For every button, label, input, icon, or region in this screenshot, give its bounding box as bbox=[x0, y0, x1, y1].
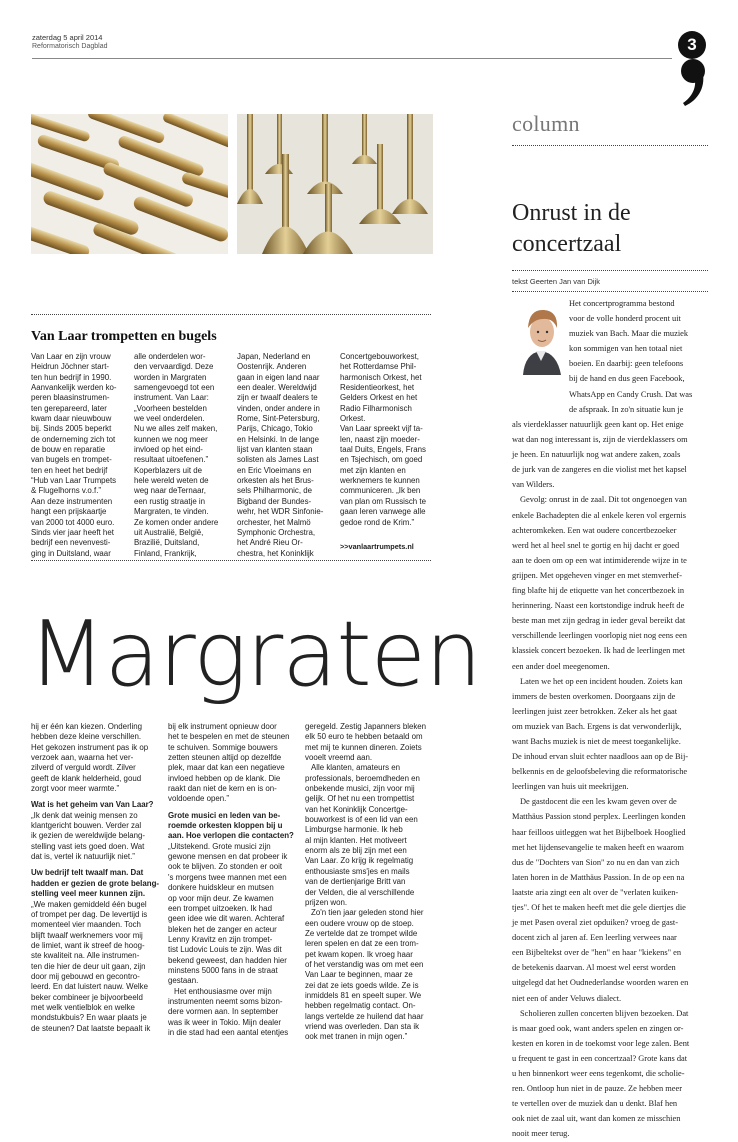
article-text-line: Limburgse harmonie. Ik heb bbox=[305, 825, 403, 835]
column-text-line: De inhoud ervan sluit echter naadloos aan op de Bij- bbox=[512, 752, 689, 762]
box-text-line: solisten als James Last bbox=[237, 455, 319, 465]
article-text-line: donkere huidskleur en mutsen bbox=[168, 883, 274, 893]
column-text-line: om muziek van Bach. Ergens is dat verwonderlijk, bbox=[512, 721, 682, 731]
article-text-line: Lenny Kravitz en zijn trompet- bbox=[168, 934, 273, 944]
article-paragraph bbox=[305, 908, 440, 1042]
box-text-line: met zijn klanten en bbox=[340, 465, 406, 475]
article-text-line: op voor mijn deur. Ze kwamen bbox=[168, 893, 274, 903]
article-text-line: hij er één kan kiezen. Onderling bbox=[31, 722, 142, 731]
article-text-line: door mij gebouwd en gecontro- bbox=[31, 971, 140, 981]
article-text-line: dat is, vertel ik natuurlijk niet.” bbox=[31, 852, 135, 862]
column-text-line: want Bachs muziek is niet de meest toegankelijke. bbox=[512, 736, 681, 746]
article-text-line: Grote musici en leden van be- bbox=[168, 810, 281, 820]
box-text-line: “Hub van Laar Trumpets bbox=[31, 476, 117, 486]
article-text-line: met mij te kunnen dineren. Zoiets bbox=[305, 742, 422, 752]
box-text-line: en Helsinki. In de lange bbox=[237, 434, 320, 444]
column-text-line: met het lijdensevangelie te maken heeft en waarom bbox=[512, 842, 684, 852]
box-text-line: ging in Duitsland, waar bbox=[31, 548, 111, 558]
box-text-line: Aan deze instrumenten bbox=[31, 496, 113, 506]
article-text-line: mondstukbuis? En waar plaats je bbox=[31, 1013, 147, 1023]
box-text-line: bij. Sinds 2005 beperkt bbox=[31, 424, 112, 434]
column-text-line: fing blafte hij de etiquette van het concertbezoek in bbox=[512, 586, 685, 596]
box-text-line: ten gerepareerd, later bbox=[31, 403, 107, 413]
box-text-line: een dealer. Wereldwijd bbox=[237, 383, 317, 393]
article-text-line: leerd. En dat luistert nauw. Welke bbox=[31, 982, 148, 992]
header-paper: Reformatorisch Dagblad bbox=[32, 43, 108, 50]
box-text-line: Nu we alles zelf maken, bbox=[134, 424, 218, 434]
box-text-line: hele wereld weten de bbox=[134, 476, 209, 486]
box-text-line: van bugels en trompet- bbox=[31, 455, 112, 465]
article-text-line: zilverd of verguld wordt. Zilver bbox=[31, 763, 136, 773]
box-text-line: we veel onderdelen. bbox=[134, 414, 205, 424]
article-question bbox=[31, 868, 163, 899]
article-text-line: stelling veel meer kunnen zijn. bbox=[31, 889, 146, 899]
column-text-line: je met Pasen overal ziet opduiken? vroeg de gast- bbox=[512, 918, 679, 928]
column-text-line: klassiek concert bezoeken. Ik had de leerlingen met bbox=[512, 646, 686, 656]
box-text-line: uit Australië, België, bbox=[134, 527, 204, 537]
box-text-line: Sinds vier jaar heeft het bbox=[31, 527, 114, 537]
column-title bbox=[512, 198, 631, 260]
box-text-line: Koperblazers uit de bbox=[134, 465, 202, 475]
box-text-line: bedrijf een nevenvesti- bbox=[31, 538, 111, 548]
column-text-line: docent zich al jaren af. Een leerling verwees naar bbox=[512, 933, 677, 943]
column-text-line: als vierdeklasser natuurlijk geen kant op. Het enige bbox=[512, 420, 684, 429]
column-text-line: herinnering. Naast een kortstondige indruk heeft de bbox=[512, 601, 685, 611]
column-text-line: een Bijbeltekst over de "hen" en haar "kiekens" en bbox=[512, 948, 682, 958]
column-text-line: je heen. En natuurlijk nog wat andere zaken, zoals bbox=[512, 450, 681, 460]
column-text-line: WhatsApp en Candy Crush. Dat was bbox=[569, 389, 693, 399]
article-paragraph bbox=[168, 722, 300, 805]
box-text-line: Parijs, Chicago, Tokio bbox=[237, 424, 313, 434]
box-text-line: orkesten als het Brus- bbox=[237, 476, 314, 486]
page-number-badge bbox=[678, 31, 706, 59]
article-text-line: minstens 5000 fans in de straat bbox=[168, 965, 278, 975]
box-text-line: invloed op het eind- bbox=[134, 445, 203, 455]
column-paragraph bbox=[512, 1006, 714, 1142]
page-header bbox=[32, 33, 672, 50]
column-text-line: u frequent te gast in een concertzaal? Grote kans dat bbox=[512, 1053, 688, 1063]
column-byline-rule bbox=[512, 291, 708, 292]
column-title-line-1: Onrust in de bbox=[512, 200, 631, 226]
box-column-2 bbox=[134, 352, 234, 559]
column-byline: tekst Geerten Jan van Dijk bbox=[512, 277, 600, 286]
article-paragraph bbox=[31, 811, 163, 863]
article-paragraph bbox=[168, 987, 300, 1039]
column-text-line: belkennis en de geloofsbeleving die reformatorische bbox=[512, 767, 688, 777]
article-text-line: of trompet per dag. De levertijd is bbox=[31, 909, 148, 919]
box-text-line: van 2000 tot 4000 euro. bbox=[31, 517, 115, 527]
column-text-line: Matthäus Passion stond perplex. Leerlingen konden bbox=[512, 812, 686, 822]
box-text-line: de bouw en reparatie bbox=[31, 445, 106, 455]
box-text-line: Japan, Nederland en bbox=[237, 352, 311, 361]
article-text-line: blijft twaalf werknemers voor mij bbox=[31, 930, 143, 940]
column-text-line: enkele Bachadepten die al enkele keren vol ergernis bbox=[512, 510, 687, 520]
article-text-line: roemde orkesten kloppen bij u bbox=[168, 821, 283, 831]
column-text-line: boeien. En daarbij: geen telefoons bbox=[569, 359, 684, 369]
article-text-line: geeft de klank helderheid, goud bbox=[31, 773, 142, 783]
box-text-line: lijst van klanten staan bbox=[237, 445, 313, 455]
column-text-line: van Wilders. bbox=[512, 480, 555, 490]
article-text-line: van de dertienjarige Britt van bbox=[305, 877, 406, 887]
column-text-line: Gevolg: onrust in de zaal. Dit tot ongenoegen van bbox=[520, 495, 687, 505]
article-text-line: ook te blijven. Zo stonden er ooit bbox=[168, 862, 283, 872]
article-text-line: leren spelen en dat ze een trom- bbox=[305, 939, 419, 949]
article-paragraph bbox=[31, 722, 163, 794]
column-text-line: nooit meer terug. bbox=[512, 1129, 570, 1139]
article-text-line: Wat is het geheim van Van Laar? bbox=[31, 800, 154, 810]
article-text-line: vooelt vreemd aan. bbox=[305, 753, 373, 763]
article-text-line: de limiet, want ik streef de hoog- bbox=[31, 940, 145, 950]
article-text-line: professionals, beroemdheden en bbox=[305, 773, 420, 783]
article-text-line: gestaan. bbox=[168, 976, 199, 986]
article-text-line: geregeld. Zestig Japanners bleken bbox=[305, 722, 427, 731]
box-text-line: Ze komen onder andere bbox=[134, 517, 219, 527]
box-text-line: Concertgebouworkest, bbox=[340, 352, 419, 361]
trumpet-bells-photo bbox=[237, 114, 433, 254]
article-text-line: instrumenten neemt soms bizon- bbox=[168, 996, 283, 1006]
column-paragraph bbox=[512, 794, 714, 1005]
box-text-line: en Eric Vloeimans en bbox=[237, 465, 312, 475]
column-text-line: verschillende leerlingen voorlopig niet nog eens een bbox=[512, 631, 687, 641]
box-text-line: wehr, het WDR Sinfonie- bbox=[237, 507, 324, 517]
article-text-line: enthousiaste sms'jes en mails bbox=[305, 866, 410, 876]
article-text-line: een oudere vrouw op de stoep. bbox=[305, 918, 414, 928]
article-text-line: van het Koninklijk Concertge- bbox=[305, 804, 408, 814]
box-text-line: het André Rieu Or- bbox=[237, 538, 303, 548]
article-text-line: aan. Hoe verlopen die contacten? bbox=[168, 831, 294, 841]
column-text-line: De gastdocent die een les kwam geven over de bbox=[520, 797, 677, 807]
article-text-line: Ze vertelde dat ze trompet wilde bbox=[305, 928, 418, 938]
article-text-line: raakt dan niet de kern en is on- bbox=[168, 784, 277, 794]
box-text-line: & Flugelhorns v.o.f.” bbox=[31, 486, 102, 496]
article-text-line: geen idee wie dit waren. Achteraf bbox=[168, 914, 285, 924]
article-text-line: of het verstandig was om met een bbox=[305, 959, 424, 969]
brass-mouthpieces-photo bbox=[31, 114, 228, 254]
comma-logo-icon bbox=[676, 58, 710, 108]
article-text-line: Van Laar. Zo krijg ik regelmatig bbox=[305, 856, 414, 866]
column-text-line: te vertellen over de muziek dan u denkt. Blaf hen bbox=[512, 1099, 678, 1109]
box-text-line: gaan in eigen land naar bbox=[237, 372, 320, 382]
article-text-line: Alle klanten, amateurs en bbox=[311, 763, 401, 773]
article-column-2 bbox=[168, 722, 300, 1038]
article-question bbox=[168, 811, 300, 842]
box-text-line: Heidrun Jöchner start- bbox=[31, 362, 110, 372]
column-text-line: ook niet de zaal uit, want dan komen ze misschien bbox=[512, 1114, 681, 1124]
article-text-line: plek, maar dat kan een negatieve bbox=[168, 763, 285, 773]
column-text-line: kesten en koren in de toekomst voor lege zalen. Bent bbox=[512, 1038, 690, 1048]
column-text-line: is maar goed ook, want anders spelen en zingen or- bbox=[512, 1023, 684, 1033]
article-text-line: stelling vast iets goed doen. Wat bbox=[31, 841, 145, 851]
column-text-line: Laten we het op een incident houden. Zoiets kan bbox=[520, 676, 683, 686]
article-text-line: was ik weer in Tokio. Mijn dealer bbox=[168, 1017, 281, 1027]
box-text-line: sels Philharmonic, de bbox=[237, 486, 312, 496]
article-text-line: Van Laar te beginnen, maar ze bbox=[305, 970, 413, 980]
box-text-line: „Voorheen bestelden bbox=[134, 403, 207, 413]
article-text-line: ook met tranen in mijn ogen.” bbox=[305, 1032, 408, 1042]
column-kicker-rule bbox=[512, 145, 708, 146]
box-text-line: Bigband der Bundes- bbox=[237, 496, 312, 506]
article-text-line: in die stad had een aantal etentjes bbox=[168, 1027, 289, 1037]
box-text-line: instrument. Van Laar: bbox=[134, 393, 209, 403]
article-paragraph bbox=[305, 722, 440, 763]
column-text-line: een ander doel meegenomen. bbox=[512, 661, 610, 671]
box-text-line: ten en heet het bedrijf bbox=[31, 465, 108, 475]
column-text-line: werd het al heel snel te gortig en hij dacht er goed bbox=[512, 540, 680, 550]
box-text-line: een rustig straatje in bbox=[134, 496, 206, 506]
box-text-line: van plan om Russisch te bbox=[340, 496, 426, 506]
article-paragraph bbox=[31, 900, 163, 1034]
box-column-4 bbox=[340, 352, 440, 528]
article-text-line: inmiddels 81 en speelt super. We bbox=[305, 990, 422, 1000]
box-text-line: harmonisch Orkest, het bbox=[340, 372, 422, 382]
column-text-line: muziek van Bach. Maar die muziek bbox=[569, 329, 689, 339]
article-text-line: ten die hier de deur uit gaan, zijn bbox=[31, 961, 146, 971]
column-text-line: immers de besten overkomen. Doorgaans zijn de bbox=[512, 691, 676, 701]
box-text-line: werknemers te kunnen bbox=[340, 476, 420, 486]
article-text-line: al mijn klanten. Het motiveert bbox=[305, 835, 407, 845]
box-text-line: chestra, het Koninklijk bbox=[237, 548, 314, 558]
box-text-line: kwam daar nieuwbouw bbox=[31, 414, 112, 424]
box-text-line: Oostenrijk. Anderen bbox=[237, 362, 307, 372]
article-text-line: 's morgens twee mannen met een bbox=[168, 872, 287, 882]
article-column-1 bbox=[31, 722, 163, 1034]
box-text-line: taal Duits, Engels, Frans bbox=[340, 445, 426, 455]
column-title-rule bbox=[512, 270, 708, 271]
box-text-line: Finland, Frankrijk, bbox=[134, 548, 197, 558]
box-text-line: samengevoegd tot een bbox=[134, 383, 215, 393]
column-text-line: aan te doen om op een wat intimiderende wijze in te bbox=[512, 555, 687, 565]
article-text-line: tist Ludovic Louis te zijn. Was dit bbox=[168, 945, 282, 955]
box-text-line: resultaat uitoefenen.” bbox=[134, 455, 209, 465]
article-text-line: vriend was overleden. Dan sta ik bbox=[305, 1021, 420, 1031]
column-text-line: voor de volle honderd procent uit bbox=[569, 314, 681, 324]
column-intro bbox=[569, 296, 714, 417]
article-text-line: Zo'n tien jaar geleden stond hier bbox=[311, 908, 424, 918]
article-text-line: der Velden, die al verschillende bbox=[305, 887, 415, 897]
box-text-line: ten hun bedrijf in 1990. bbox=[31, 372, 112, 382]
article-text-line: bij elk instrument opnieuw door bbox=[168, 722, 277, 731]
article-text-line: hadden er gezien de grote belang- bbox=[31, 878, 160, 888]
article-text-line: zorgt voor meer warmte.” bbox=[31, 784, 120, 794]
column-text-line: dus de "Dochters van Sion" zo nu en dan van zich bbox=[512, 857, 680, 867]
box-text-line: peren blaasinstrumen- bbox=[31, 393, 110, 403]
box-text-line: den vervaardigd. Deze bbox=[134, 362, 214, 372]
box-text-line: Brazilië, Duitsland, bbox=[134, 538, 200, 548]
column-text-line: wat dan nog interessant is, zijn de vierdeklassers om bbox=[512, 435, 688, 445]
box-text-line: Margraten, te vinden. bbox=[134, 507, 209, 517]
author-portrait-photo bbox=[515, 301, 567, 375]
article-text-line: Het enthousiasme over mijn bbox=[174, 986, 272, 996]
article-text-line: bekend geweest, dan hadden hier bbox=[168, 955, 287, 965]
column-body bbox=[512, 417, 714, 1142]
column-title-line-2: concertzaal bbox=[512, 231, 622, 257]
article-text-line: Uw bedrijf telt twaalf man. Dat bbox=[31, 868, 144, 878]
box-column-1 bbox=[31, 352, 131, 559]
box-text-line: Residentieorkest, het bbox=[340, 383, 415, 393]
box-text-line: zijn er twaalf dealers te bbox=[237, 393, 318, 403]
page-number: 3 bbox=[687, 35, 697, 54]
box-text-line: het Rotterdamse Phil- bbox=[340, 362, 417, 372]
article-text-line: zetten steunen altijd op dezelfde bbox=[168, 753, 282, 763]
article-text-line: elk 50 euro te hebben betaald om bbox=[305, 732, 423, 742]
column-text-line: leerlingen juist zeer betrokken. Zeker als het gaat bbox=[512, 706, 678, 716]
article-text-line: momenteel vier maanden. Toch bbox=[31, 920, 141, 930]
column-text-line: uitgelegd dat het Oudnederlandse woorden waren en bbox=[512, 978, 689, 988]
column-text-line: u hen binnenkort weer eens tegenkomt, die scholie- bbox=[512, 1069, 685, 1079]
box-text-line: Gelders Orkest en het bbox=[340, 393, 418, 403]
article-text-line: ste kwaliteit na. Alle instrumen- bbox=[31, 951, 140, 961]
column-text-line: grijpen. Met opgeheven vinger en met stemverhef- bbox=[512, 570, 682, 580]
box-text-line: Aanvankelijk werden ko- bbox=[31, 383, 117, 393]
box-text-line: weg naar deTernaar, bbox=[134, 486, 206, 496]
article-text-line: verzoek aan, waarna het ver- bbox=[31, 753, 134, 763]
box-text-line: Rome, Sint-Petersburg, bbox=[237, 414, 320, 424]
headline-margraten: Margraten bbox=[28, 602, 482, 707]
article-text-line: beker combineer je bijvoorbeeld bbox=[31, 992, 143, 1002]
box-text-line: Radio Filharmonisch bbox=[340, 403, 412, 413]
article-text-line: dere vormen aan. In september bbox=[168, 1007, 279, 1017]
column-text-line: haar feilloos uitleggen wat het Bijbelboek Hooglied bbox=[512, 827, 686, 837]
box-text-line: en Tsjechisch, om goed bbox=[340, 455, 423, 465]
article-paragraph bbox=[168, 842, 300, 987]
box-text-line: vinden, onder andere in bbox=[237, 403, 320, 413]
column-text-line: beste man met zijn gedrag in ieder geval bereikt dat bbox=[512, 616, 686, 626]
article-text-line: pet kwam kopen. Ik vroeg haar bbox=[305, 949, 413, 959]
box-text-line: de onderneming zich tot bbox=[31, 434, 116, 444]
column-text-line: leerlingen van huis uit meekrijgen. bbox=[512, 782, 629, 792]
column-paragraph bbox=[512, 417, 714, 492]
article-text-line: gelijk. Of het nu een trompettist bbox=[305, 794, 415, 804]
article-text-line: klantgericht bouwen. Verder zal bbox=[31, 821, 142, 831]
header-date: zaterdag 5 april 2014 bbox=[32, 33, 103, 42]
article-text-line: onbekende musici, zijn voor mij bbox=[305, 784, 415, 794]
column-kicker: column bbox=[512, 111, 580, 136]
box-text-line: gedoe rond de Krim.” bbox=[340, 517, 415, 527]
column-text-line: de betekenis daarvan. Al moest wel eerst worden bbox=[512, 963, 676, 973]
column-text-line: laten horen in de Matthäus Passion. In de op een na bbox=[512, 872, 685, 882]
article-text-line: het te bespelen en met de steunen bbox=[168, 732, 290, 742]
box-text-line: alle onderdelen wor- bbox=[134, 352, 206, 361]
box-text-line: kunnen we nog meer bbox=[134, 434, 208, 444]
column-text-line: bij de hand en dus geen Facebook, bbox=[569, 374, 685, 384]
article-text-line: gewone mensen en dat probeer ik bbox=[168, 852, 288, 862]
box-text-line: orchester, het Malmö bbox=[237, 517, 311, 527]
article-text-line: „We maken gemiddeld één bugel bbox=[31, 899, 147, 909]
column-text-line: laatste aria zingt een alt over de "verlaten kuiken- bbox=[512, 887, 679, 897]
column-paragraph bbox=[512, 492, 714, 673]
header-rule bbox=[32, 58, 672, 59]
box-text-line: Van Laar spreekt vijf ta- bbox=[340, 424, 423, 434]
article-text-line: te schuiven. Sommige bouwers bbox=[168, 742, 278, 752]
article-text-line: voldoende open.” bbox=[168, 794, 229, 804]
box-title: Van Laar trompetten en bugels bbox=[31, 329, 217, 344]
article-text-line: zei dat ze iets goeds wilde. Ze is bbox=[305, 980, 419, 990]
box-text-line: Orkest. bbox=[340, 414, 366, 424]
column-text-line: Het concertprogramma bestond bbox=[569, 299, 675, 308]
box-text-line: communiceren. „Ik ben bbox=[340, 486, 421, 496]
column-text-line: tjes". Of het te maken heeft met die gele diertjes die bbox=[512, 903, 686, 912]
article-text-line: langs vertelde ze huilend dat haar bbox=[305, 1011, 424, 1021]
article-text-line: Het gekozen instrument pas ik op bbox=[31, 742, 149, 752]
box-column-3 bbox=[237, 352, 337, 559]
column-paragraph bbox=[512, 674, 714, 795]
article-column-3 bbox=[305, 722, 440, 1043]
column-text-line: de afspraak. In zo'n situatie kun je bbox=[569, 404, 684, 414]
column-text-line: kon sommigen van hen totaal niet bbox=[569, 344, 683, 354]
column-text-line: Scholieren zullen concerten blijven bezoeken. Dat bbox=[520, 1008, 689, 1018]
article-text-line: hebben deze kleine verschillen. bbox=[31, 732, 142, 742]
article-text-line: de steunen? Dat laatste bepaalt ik bbox=[31, 1023, 151, 1033]
article-text-line: bleken het de zanger en acteur bbox=[168, 924, 277, 934]
column-text-line: achteromkeken. Een wat oudere concertbezoeker bbox=[512, 525, 677, 535]
article-text-line: bouworkest is of een lid van een bbox=[305, 815, 418, 825]
vanlaar-website-link[interactable]: >>vanlaartrumpets.nl bbox=[340, 542, 414, 551]
article-text-line: enorm als ze blij zijn met een bbox=[305, 846, 407, 856]
column-text-line: ren. Ontloop hun niet in de pauze. Ze hebben meer bbox=[512, 1084, 682, 1094]
article-text-line: „Ik denk dat weinig mensen zo bbox=[31, 810, 138, 820]
box-top-rule bbox=[31, 314, 431, 315]
box-bottom-rule bbox=[31, 560, 431, 561]
article-text-line: met welk ventielblok en welke bbox=[31, 1002, 135, 1012]
article-text-line: ik gezien de wereldwijde belang- bbox=[31, 831, 146, 841]
box-text-line: Symphonic Orchestra, bbox=[237, 527, 316, 537]
article-text-line: hebben regelmatig contact. On- bbox=[305, 1001, 416, 1011]
column-text-line: niet een of ander Veluws dialect. bbox=[512, 993, 622, 1003]
box-text-line: hangt een prijskaartje bbox=[31, 507, 107, 517]
box-text-line: len, naast zijn moeder- bbox=[340, 434, 420, 444]
article-text-line: „Uitstekend. Grote musici zijn bbox=[168, 841, 271, 851]
article-text-line: prijzen won. bbox=[305, 897, 348, 907]
article-paragraph bbox=[305, 763, 440, 908]
article-text-line: invloed hebben op de klank. Die bbox=[168, 773, 281, 783]
article-question bbox=[31, 800, 163, 810]
column-text-line: de jurk van de zangeres en die violist met het kapsel bbox=[512, 465, 687, 475]
box-text-line: worden in Margraten bbox=[134, 372, 207, 382]
box-text-line: gaan leren vanwege alle bbox=[340, 507, 426, 517]
article-text-line: een trompet uitzoeken. Ik had bbox=[168, 903, 272, 913]
box-text-line: Van Laar en zijn vrouw bbox=[31, 352, 111, 361]
